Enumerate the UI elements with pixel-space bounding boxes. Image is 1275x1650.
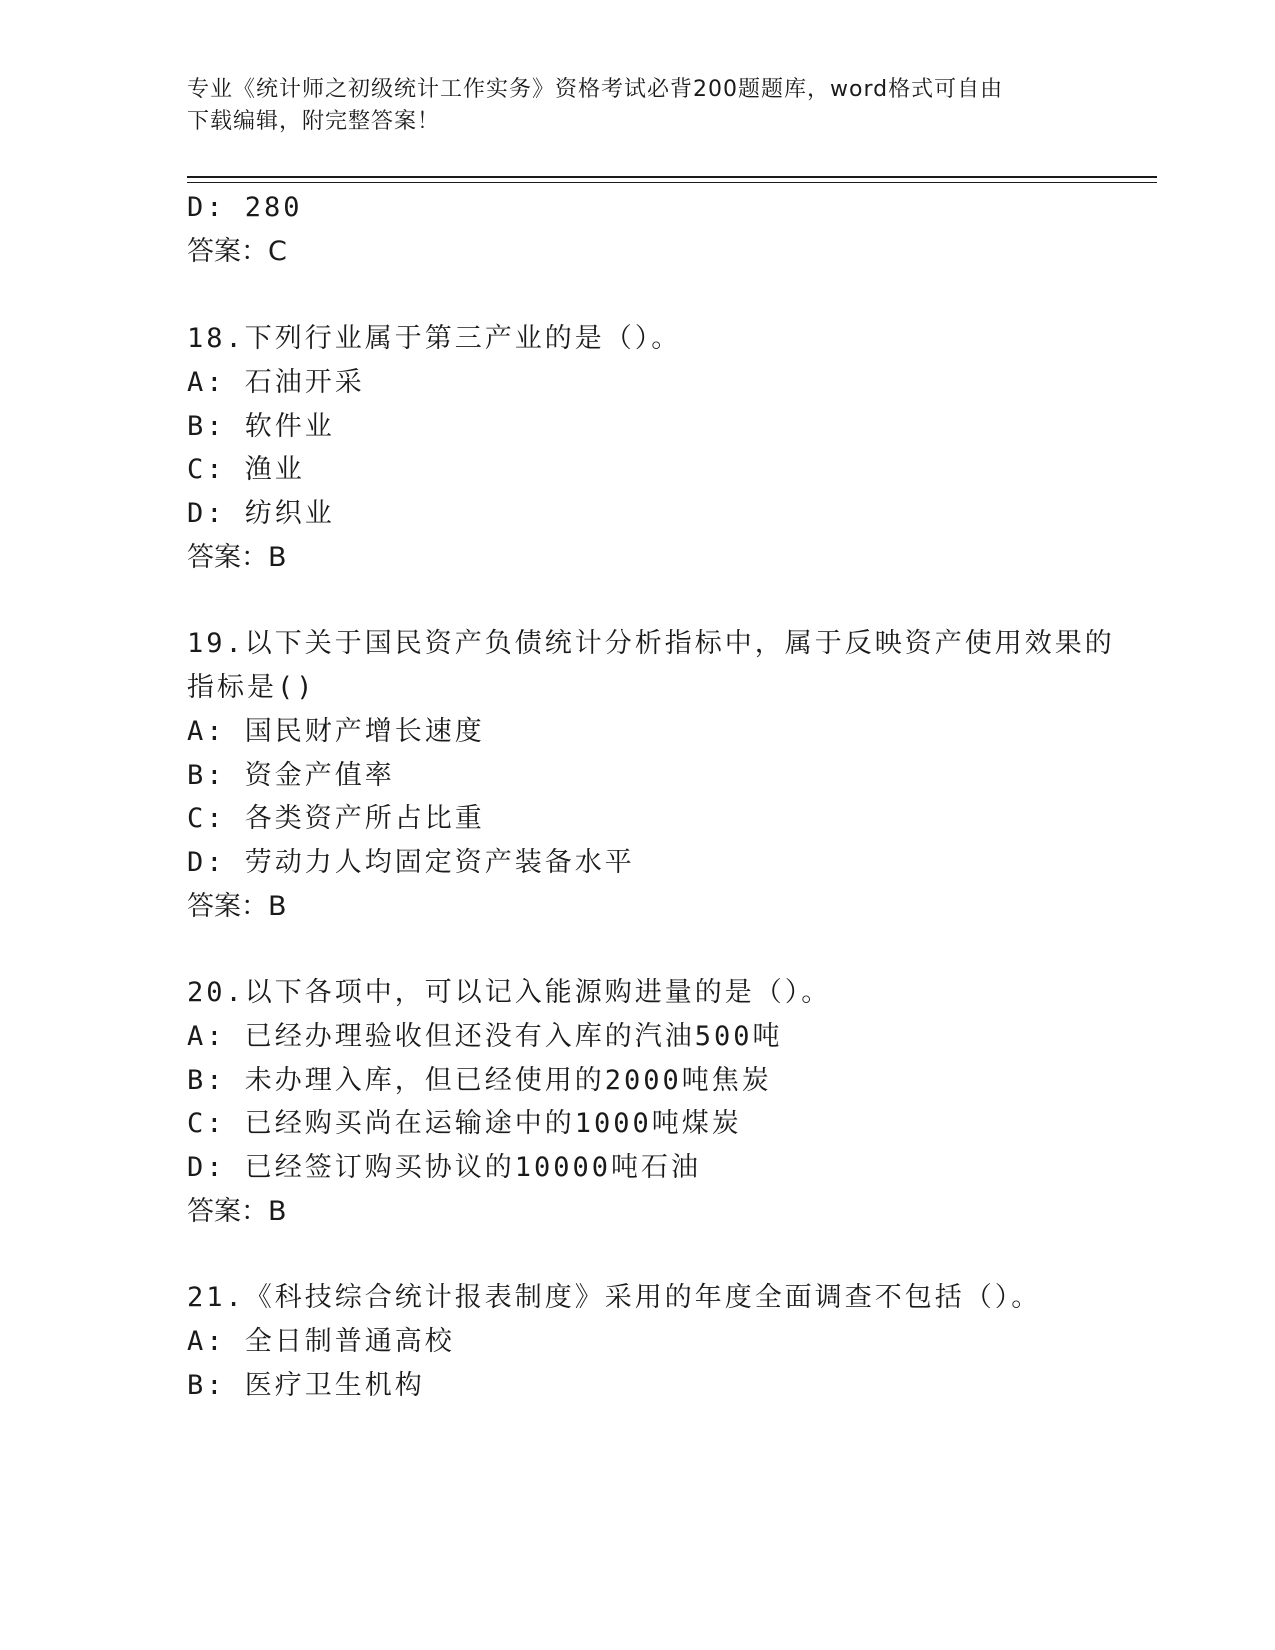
q21-option-b: B: 医疗卫生机构	[187, 1370, 425, 1401]
q19-option-d: D: 劳动力人均固定资产装备水平	[187, 847, 635, 878]
header-divider-thick	[187, 176, 1157, 178]
q19-answer: 答案：B	[187, 891, 287, 922]
q20-answer: 答案：B	[187, 1196, 287, 1227]
header-divider-thin	[187, 182, 1157, 183]
document-header	[187, 74, 1087, 138]
q20-option-d: D: 已经签订购买协议的10000吨石油	[187, 1152, 702, 1183]
prev-option-d: D: 280	[187, 192, 303, 223]
q18-option-b: B: 软件业	[187, 411, 335, 442]
header-line-2: 下载编辑，附完整答案！	[187, 109, 441, 134]
q18-option-a: A: 石油开采	[187, 367, 365, 398]
prev-answer: 答案：C	[187, 236, 287, 267]
q21-stem: 21.《科技综合统计报表制度》采用的年度全面调查不包括（）。	[187, 1282, 1042, 1313]
header-line-1: 专业《统计师之初级统计工作实务》资格考试必背200题题库，word格式可自由	[187, 77, 1004, 102]
q19-stem-line-2: 指标是()	[187, 672, 316, 703]
q18-stem: 18.下列行业属于第三产业的是（）。	[187, 323, 682, 354]
q19-option-a: A: 国民财产增长速度	[187, 716, 485, 747]
q21-option-a: A: 全日制普通高校	[187, 1326, 455, 1357]
q20-option-c: C: 已经购买尚在运输途中的1000吨煤炭	[187, 1108, 742, 1139]
q20-stem: 20.以下各项中，可以记入能源购进量的是（）。	[187, 977, 832, 1008]
q18-option-c: C: 渔业	[187, 454, 305, 485]
q19-option-b: B: 资金产值率	[187, 760, 395, 791]
q20-option-a: A: 已经办理验收但还没有入库的汽油500吨	[187, 1021, 783, 1052]
q19-stem-line-1: 19.以下关于国民资产负债统计分析指标中，属于反映资产使用效果的	[187, 628, 1115, 659]
q20-option-b: B: 未办理入库，但已经使用的2000吨焦炭	[187, 1065, 772, 1096]
q19-option-c: C: 各类资产所占比重	[187, 803, 485, 834]
q18-option-d: D: 纺织业	[187, 498, 335, 529]
q18-answer: 答案：B	[187, 542, 287, 573]
